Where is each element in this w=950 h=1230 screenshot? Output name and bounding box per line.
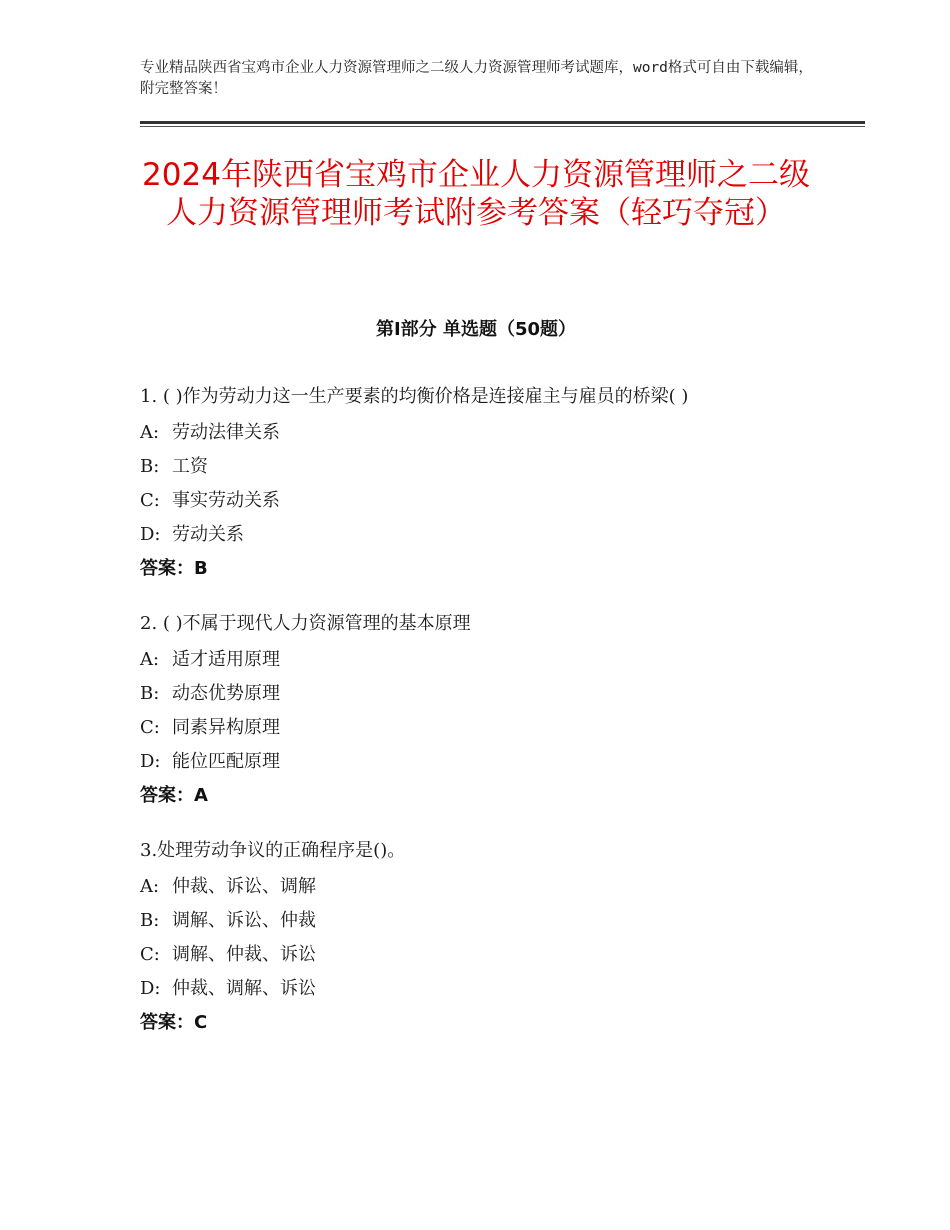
question-option: [140, 870, 820, 904]
question-option: [140, 416, 820, 450]
question-stem: 2. ( )不属于现代人力资源管理的基本原理: [140, 613, 471, 634]
option-text: 仲裁、诉讼、调解: [172, 876, 316, 897]
option-key: B:: [140, 683, 160, 704]
question-answer: 答案：A: [140, 785, 208, 806]
option-key: C:: [140, 717, 160, 738]
option-key: D:: [140, 524, 161, 545]
option-key: C:: [140, 490, 160, 511]
option-text: 能位匹配原理: [172, 751, 280, 772]
option-text: 动态优势原理: [172, 683, 280, 704]
option-key: B:: [140, 456, 160, 477]
option-text: 仲裁、调解、诉讼: [172, 978, 316, 999]
question-option: [140, 938, 820, 972]
option-key: D:: [140, 751, 161, 772]
option-text: 事实劳动关系: [172, 490, 280, 511]
question-answer: 答案：B: [140, 558, 208, 579]
question-3: [140, 837, 820, 1040]
question-answer: 答案：C: [140, 1012, 208, 1033]
section-title: 第Ⅰ部分 单选题（50题）: [375, 319, 576, 340]
question-stem: 3.处理劳动争议的正确程序是()。: [140, 840, 406, 861]
option-text: 调解、诉讼、仲裁: [172, 910, 316, 931]
option-key: A:: [140, 876, 160, 897]
question-option: [140, 484, 820, 518]
question-1: [140, 383, 820, 586]
question-option: [140, 745, 820, 779]
option-text: 同素异构原理: [172, 717, 280, 738]
header-rule: [140, 121, 865, 124]
option-text: 劳动法律关系: [172, 422, 280, 443]
question-option: [140, 711, 820, 745]
option-text: 工资: [172, 456, 208, 477]
question-stem: 1. ( )作为劳动力这一生产要素的均衡价格是连接雇主与雇员的桥梁( ): [140, 386, 689, 407]
question-list: [140, 383, 820, 1064]
question-option: [140, 904, 820, 938]
option-text: 劳动关系: [172, 524, 244, 545]
option-text: 调解、仲裁、诉讼: [172, 944, 316, 965]
option-key: B:: [140, 910, 160, 931]
header-rule-thin: [140, 126, 865, 127]
question-2: [140, 610, 820, 813]
question-option: [140, 643, 820, 677]
option-text: 适才适用原理: [172, 649, 280, 670]
option-key: C:: [140, 944, 160, 965]
option-key: A:: [140, 422, 160, 443]
question-option: [140, 518, 820, 552]
question-option: [140, 972, 820, 1006]
option-key: A:: [140, 649, 160, 670]
document-title: 2024年陕西省宝鸡市企业人力资源管理师之二级人力资源管理师考试附参考答案（轻巧夺冠）: [142, 157, 810, 231]
header-note: 专业精品陕西省宝鸡市企业人力资源管理师之二级人力资源管理师考试题库，word格式可自由下载编辑，附完整答案！: [140, 60, 813, 97]
option-key: D:: [140, 978, 161, 999]
question-option: [140, 450, 820, 484]
question-option: [140, 677, 820, 711]
